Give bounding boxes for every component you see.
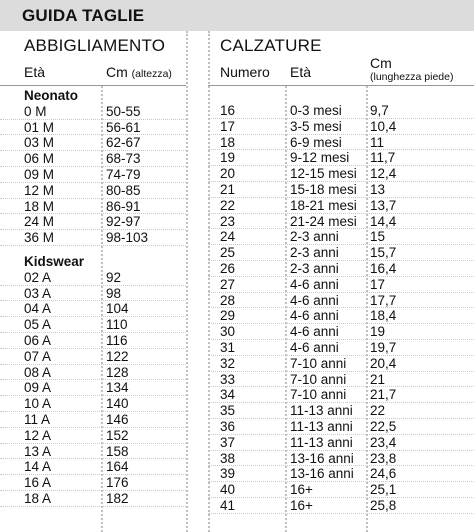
clothing-cm-cell: 92 [106, 269, 122, 285]
shoes-cm-cell: 25,1 [370, 482, 397, 498]
shoes-cm-cell: 15 [370, 229, 386, 245]
shoes-age-cell: 7-10 anni [290, 371, 347, 387]
clothing-age-cell: 09 A [24, 380, 52, 396]
shoes-cm-note: (lunghezza piede) [370, 71, 454, 83]
shoes-number-cell: 27 [220, 276, 236, 292]
clothing-cm-cell: 68-73 [106, 151, 141, 167]
shoes-cm-cell: 14,4 [370, 213, 397, 229]
shoes-age-cell: 12-15 mesi [290, 166, 357, 182]
row-divider [208, 307, 474, 308]
clothing-cm-cell: 152 [106, 427, 129, 443]
clothing-cm-cell: 56-61 [106, 119, 141, 135]
shoes-number-cell: 21 [220, 182, 236, 197]
shoes-cm-cell: 17,7 [370, 292, 397, 308]
shoes-number-cell: 17 [220, 118, 236, 134]
clothing-cm-cell: 98-103 [106, 230, 149, 246]
shoes-number-cell: 40 [220, 482, 236, 498]
column-separator [208, 31, 210, 532]
shoes-age-cell: 7-10 anni [290, 387, 347, 403]
shoes-cm-cell: 16,4 [370, 261, 397, 276]
clothing-age-cell: 04 A [24, 301, 52, 317]
shoes-age-cell: 7-10 anni [290, 355, 347, 371]
shoes-cm-cell: 25,8 [370, 498, 397, 513]
shoes-cm-cell: 9,7 [370, 103, 389, 118]
shoes-age-header: Età [290, 64, 312, 80]
clothing-cm-cell: 182 [106, 491, 129, 506]
shoes-cm-label: Cm [370, 55, 392, 71]
shoes-number-cell: 24 [220, 229, 236, 245]
clothing-cm-cell: 116 [106, 333, 128, 348]
shoes-cm-cell: 15,7 [370, 245, 397, 261]
shoes-number-cell: 39 [220, 466, 236, 482]
shoes-age-cell: 6-9 mesi [290, 134, 342, 150]
shoes-cm-cell: 11 [370, 134, 385, 150]
clothing-age-cell: 16 A [24, 475, 52, 491]
shoes-number-cell: 29 [220, 308, 236, 324]
clothing-section-title: ABBIGLIAMENTO [24, 36, 166, 55]
row-divider [208, 513, 474, 514]
shoes-cm-cell: 23,4 [370, 434, 397, 450]
clothing-cm-cell: 110 [106, 317, 128, 333]
shoes-age-cell: 11-13 anni [290, 419, 353, 434]
clothing-age-cell: 02 A [24, 269, 52, 285]
column-separator [101, 86, 103, 532]
clothing-age-cell: 18 A [24, 491, 52, 506]
shoes-age-cell: 3-5 mesi [290, 118, 342, 134]
shoes-number-cell: 37 [220, 434, 236, 450]
clothing-age-cell: 06 A [24, 333, 52, 348]
shoes-number-cell: 30 [220, 324, 236, 340]
clothing-cm-header [106, 64, 172, 80]
row-divider [208, 339, 474, 340]
row-divider [0, 245, 186, 246]
clothing-age-cell: 18 M [24, 198, 55, 214]
clothing-age-cell: 24 M [24, 214, 55, 230]
clothing-cm-cell: 92-97 [106, 214, 141, 230]
clothing-age-cell: 03 A [24, 285, 52, 301]
clothing-age-header: Età [24, 64, 46, 80]
clothing-cm-cell: 50-55 [106, 103, 141, 119]
row-divider [0, 506, 186, 507]
shoes-number-cell: 36 [220, 419, 236, 434]
shoes-cm-cell: 20,4 [370, 355, 397, 371]
shoes-age-cell: 18-21 mesi [290, 197, 357, 213]
clothing-age-cell: 07 A [24, 348, 52, 364]
shoes-age-cell: 4-6 anni [290, 292, 339, 308]
group-label: Kidswear [24, 254, 85, 269]
shoes-age-cell: 21-24 mesi [290, 213, 357, 229]
shoes-number-cell: 16 [220, 103, 236, 118]
clothing-age-cell: 09 M [24, 167, 55, 182]
shoes-age-cell: 11-13 anni [290, 434, 353, 450]
clothing-cm-cell: 158 [106, 443, 129, 459]
clothing-age-cell: 10 A [24, 396, 52, 412]
clothing-age-cell: 01 M [24, 119, 55, 135]
shoes-age-cell: 2-3 anni [290, 261, 339, 276]
row-divider [208, 497, 474, 498]
shoes-cm-cell: 22,5 [370, 419, 397, 434]
shoes-age-cell: 13-16 anni [290, 466, 354, 482]
shoes-age-cell: 2-3 anni [290, 229, 339, 245]
column-separator [186, 31, 188, 532]
clothing-cm-cell: 176 [106, 475, 129, 491]
shoes-cm-cell: 10,4 [370, 118, 397, 134]
shoes-cm-cell: 13,7 [370, 197, 397, 213]
shoes-number-cell: 26 [220, 261, 236, 276]
shoes-number-cell: 33 [220, 371, 236, 387]
clothing-cm-cell: 134 [106, 380, 129, 396]
clothing-age-cell: 05 A [24, 317, 52, 333]
clothing-cm-cell: 80-85 [106, 182, 141, 198]
shoes-number-cell: 31 [220, 340, 236, 355]
row-divider [208, 481, 474, 482]
shoes-number-cell: 22 [220, 197, 236, 213]
shoes-age-cell: 15-18 mesi [290, 182, 357, 197]
clothing-header-divider [0, 85, 186, 86]
page-title: GUIDA TAGLIE [22, 5, 145, 25]
shoes-number-cell: 25 [220, 245, 236, 261]
shoes-number-cell: 28 [220, 292, 236, 308]
clothing-cm-cell: 98 [106, 285, 122, 301]
clothing-age-cell: 12 M [24, 182, 55, 198]
clothing-cm-cell: 146 [106, 412, 129, 427]
clothing-age-cell: 08 A [24, 364, 52, 380]
shoes-cm-cell: 12,4 [370, 166, 397, 182]
shoes-number-cell: 20 [220, 166, 236, 182]
row-divider [208, 292, 474, 293]
shoes-cm-cell: 19,7 [370, 340, 397, 355]
shoes-number-cell: 41 [220, 498, 236, 513]
shoes-cm-cell: 22 [370, 403, 386, 419]
row-divider [208, 323, 474, 324]
clothing-age-cell: 0 M [24, 103, 47, 119]
clothing-age-cell: 11 A [24, 412, 51, 427]
page-title-bar [0, 0, 474, 31]
clothing-age-cell: 14 A [24, 459, 52, 475]
clothing-age-cell: 13 A [24, 443, 52, 459]
clothing-cm-cell: 104 [106, 301, 129, 317]
clothing-cm-cell: 122 [106, 348, 129, 364]
shoes-age-cell: 11-13 anni [290, 403, 353, 419]
row-divider [208, 260, 474, 261]
shoes-age-cell: 4-6 anni [290, 276, 339, 292]
shoes-cm-cell: 18,4 [370, 308, 397, 324]
shoes-age-cell: 16+ [290, 482, 313, 498]
shoes-cm-cell: 19 [370, 324, 386, 340]
shoes-header-divider [208, 85, 474, 86]
clothing-cm-cell: 62-67 [106, 135, 141, 151]
shoes-number-cell: 19 [220, 150, 236, 166]
shoes-cm-cell: 23,8 [370, 450, 397, 466]
clothing-cm-cell: 140 [106, 396, 129, 412]
shoes-number-cell: 35 [220, 403, 236, 419]
shoes-age-cell: 0-3 mesi [290, 103, 342, 118]
shoes-number-header: Numero [220, 64, 270, 80]
shoes-number-cell: 18 [220, 134, 236, 150]
clothing-cm-cell: 164 [106, 459, 129, 475]
clothing-cm-label: Cm [106, 64, 128, 80]
row-divider [208, 244, 474, 245]
clothing-cm-cell: 86-91 [106, 198, 141, 214]
shoes-age-cell: 4-6 anni [290, 308, 339, 324]
shoes-age-cell: 4-6 anni [290, 324, 339, 340]
row-divider [208, 276, 474, 277]
clothing-age-cell: 36 M [24, 230, 55, 246]
row-divider [208, 228, 474, 229]
shoes-age-cell: 2-3 anni [290, 245, 339, 261]
shoes-cm-cell: 21 [370, 371, 386, 387]
shoes-cm-cell: 11,7 [370, 150, 396, 166]
shoes-age-cell: 9-12 mesi [290, 150, 350, 166]
clothing-cm-cell: 74-79 [106, 167, 141, 182]
shoes-age-cell: 16+ [290, 498, 313, 513]
clothing-cm-note: (altezza) [131, 68, 172, 80]
shoes-cm-cell: 21,7 [370, 387, 397, 403]
clothing-cm-cell: 128 [106, 364, 129, 380]
clothing-age-cell: 03 M [24, 135, 55, 151]
shoes-cm-cell: 17 [370, 276, 386, 292]
shoes-number-cell: 34 [220, 387, 236, 403]
clothing-age-cell: 06 M [24, 151, 55, 167]
shoes-number-cell: 38 [220, 450, 236, 466]
group-label: Neonato [24, 88, 78, 103]
shoes-age-cell: 4-6 anni [290, 340, 339, 355]
clothing-age-cell: 12 A [24, 427, 52, 443]
shoes-age-cell: 13-16 anni [290, 450, 354, 466]
shoes-number-cell: 23 [220, 213, 236, 229]
shoes-cm-cell: 13 [370, 182, 386, 197]
shoes-number-cell: 32 [220, 355, 236, 371]
shoes-cm-cell: 24,6 [370, 466, 397, 482]
shoes-section-title: CALZATURE [220, 36, 322, 55]
